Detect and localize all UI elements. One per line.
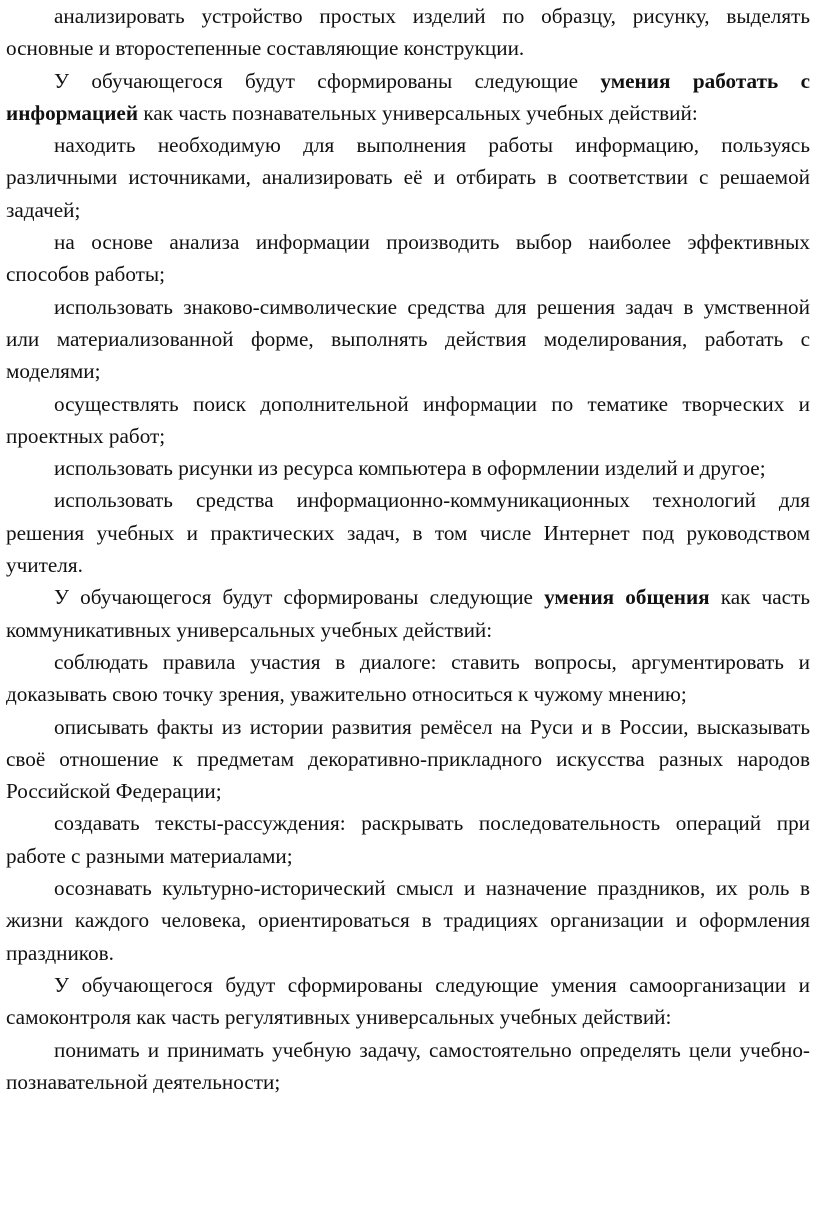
paragraph-text: соблюдать правила участия в диалоге: ставить вопросы, аргументировать и доказывать свою точку зрения, уважительно относиться к чужому мнению; xyxy=(6,649,810,707)
paragraph-text: как часть коммуникативных универсальных учебных действий: xyxy=(6,585,811,642)
paragraph-ict-tools xyxy=(6,484,810,581)
paragraph-text: использовать средства информационно-коммуникационных технологий для решения учебных и практических задач, в том числе Интернет под руководством учителя. xyxy=(6,488,810,578)
paragraph-text: осознавать культурно-исторический смысл и назначение праздников, их роль в жизни каждого человека, ориентироваться в традициях организации и оформления праздников. xyxy=(6,876,810,965)
paragraph-text: использовать рисунки из ресурса компьютера в оформлении изделий и другое; xyxy=(54,456,766,481)
paragraph-learning-task xyxy=(6,1034,810,1099)
paragraph-crafts-history xyxy=(6,711,810,808)
paragraph-info-skills-intro xyxy=(6,65,810,130)
paragraph-text: У обучающегося будут сформированы следующие xyxy=(54,68,601,93)
paragraph-text: на основе анализа информации производить выбор наиболее эффективных способов работы; xyxy=(6,230,810,287)
paragraph-dialogue-rules xyxy=(6,646,810,711)
paragraph-communication-intro xyxy=(6,581,810,646)
bold-term-communication: умения общения xyxy=(544,585,710,610)
paragraph-holidays xyxy=(6,872,810,969)
paragraph-search-additional xyxy=(6,388,810,453)
paragraph-text: У обучающегося будут сформированы следующие xyxy=(54,585,545,610)
paragraph-text: использовать знаково-символические средства для решения задач в умственной или материализованной форме, выполнять действия моделирования, работать с моделями; xyxy=(6,294,810,384)
paragraph-text: как часть познавательных универсальных учебных действий: xyxy=(138,100,698,125)
paragraph-computer-pictures xyxy=(6,452,810,484)
paragraph-self-organization-intro xyxy=(6,969,810,1034)
paragraph-analyze-construction xyxy=(6,0,810,65)
bold-term-info-skills: умения работать с информацией xyxy=(6,68,810,125)
paragraph-text: находить необходимую для выполнения работы информацию, пользуясь различными источниками, анализировать её и отбирать в соответствии с решаемой задачей; xyxy=(6,133,810,222)
paragraph-find-info xyxy=(6,129,810,226)
paragraph-text: осуществлять поиск дополнительной информации по тематике творческих и проектных работ; xyxy=(6,391,810,448)
paragraph-text: анализировать устройство простых изделий по образцу, рисунку, выделять основные и второстепенные составляющие конструкции. xyxy=(6,4,810,61)
paragraph-symbolic-means xyxy=(6,291,810,388)
paragraph-text: понимать и принимать учебную задачу, самостоятельно определять цели учебно-познавательной деятельности; xyxy=(6,1037,810,1094)
paragraph-reasoning-texts xyxy=(6,807,810,872)
paragraph-text: У обучающегося будут сформированы следующие умения самоорганизации и самоконтроля как часть регулятивных универсальных учебных действий: xyxy=(6,972,810,1030)
paragraph-text: описывать факты из истории развития ремёсел на Руси и в России, высказывать своё отношение к предметам декоративно-прикладного искусства разных народов Российской Федерации; xyxy=(6,714,810,804)
paragraph-choose-methods xyxy=(6,226,810,291)
paragraph-text: создавать тексты-рассуждения: раскрывать последовательность операций при работе с разными материалами; xyxy=(6,811,810,868)
